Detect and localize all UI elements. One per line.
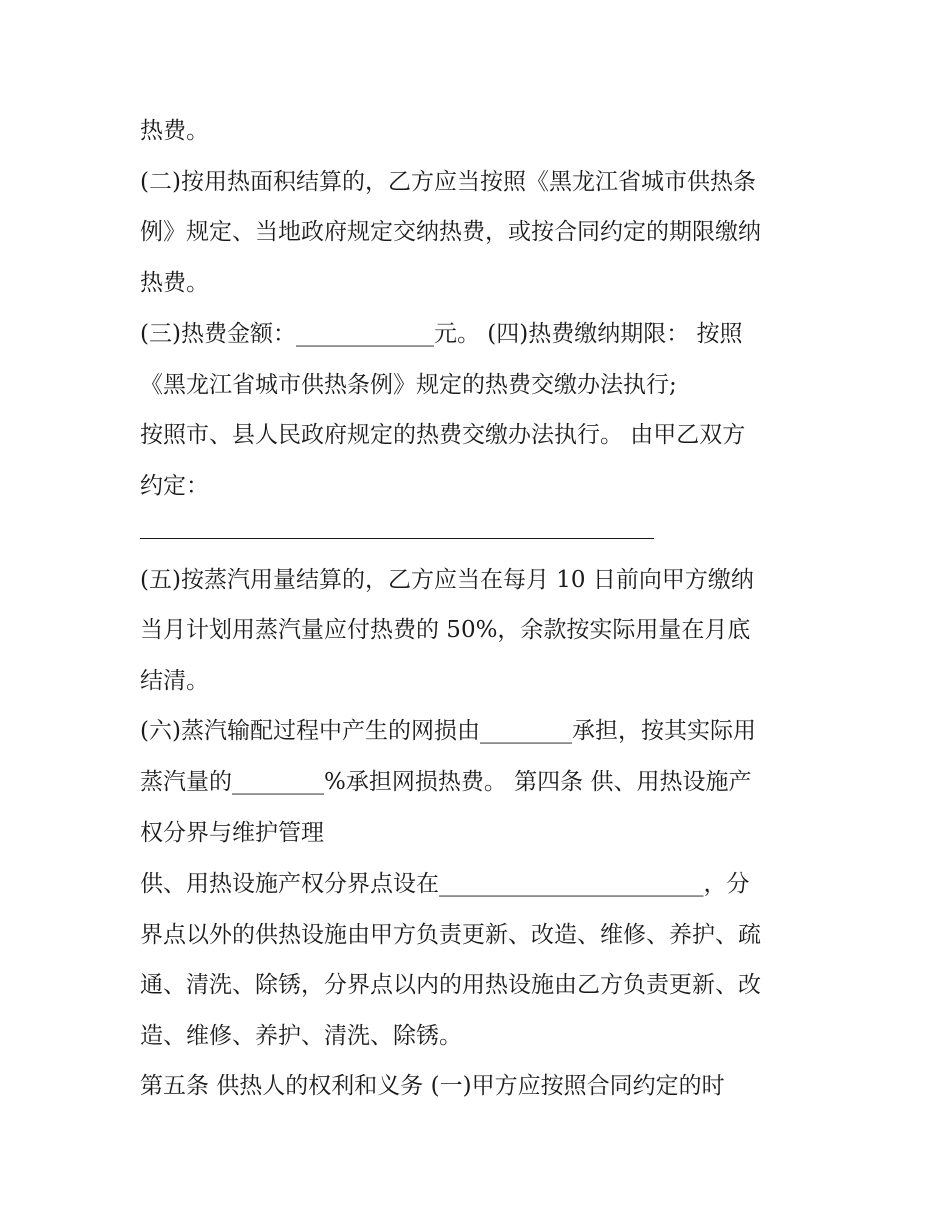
text-line: 界点以外的供热设施由甲方负责更新、改造、维修、养护、疏: [140, 922, 761, 948]
text-line: 当月计划用蒸汽量应付热费的 50%，余款按实际用量在月底: [140, 617, 751, 643]
text-line: (二)按用热面积结算的，乙方应当按照《黑龙江省城市供热条: [140, 169, 756, 195]
text-line: 结清。: [140, 668, 209, 694]
text-line: 《黑龙江省城市供热条例》规定的热费交缴办法执行;: [140, 372, 677, 398]
text-line: 供、用热设施产权分界点设在_______________________，分: [140, 871, 750, 897]
text-line: (六)蒸汽输配过程中产生的网损由________承担，按其实际用: [140, 718, 756, 744]
text-line: 权分界与维护管理: [140, 820, 324, 846]
text-line: (三)热费金额：____________元。 (四)热费缴纳期限： 按照: [140, 321, 743, 347]
blank-fill-line: [140, 538, 654, 539]
text-line: (五)按蒸汽用量结算的，乙方应当在每月 10 日前向甲方缴纳: [140, 567, 754, 593]
text-line: 例》规定、当地政府规定交纳热费，或按合同约定的期限缴纳: [140, 219, 761, 245]
text-line: 热费。: [140, 270, 209, 296]
text-line: 造、维修、养护、清洗、除锈。: [140, 1023, 462, 1049]
text-line: 通、清洗、除锈，分界点以内的用热设施由乙方负责更新、改: [140, 972, 761, 998]
text-line: 约定：: [140, 473, 209, 499]
text-line: 按照市、县人民政府规定的热费交缴办法执行。 由甲乙双方: [140, 422, 746, 448]
text-line: 蒸汽量的________%承担网损热费。 第四条 供、用热设施产: [140, 769, 752, 795]
text-line: 热费。: [140, 118, 209, 144]
text-line: 第五条 供热人的权利和义务 (一)甲方应按照合同约定的时: [140, 1073, 725, 1099]
